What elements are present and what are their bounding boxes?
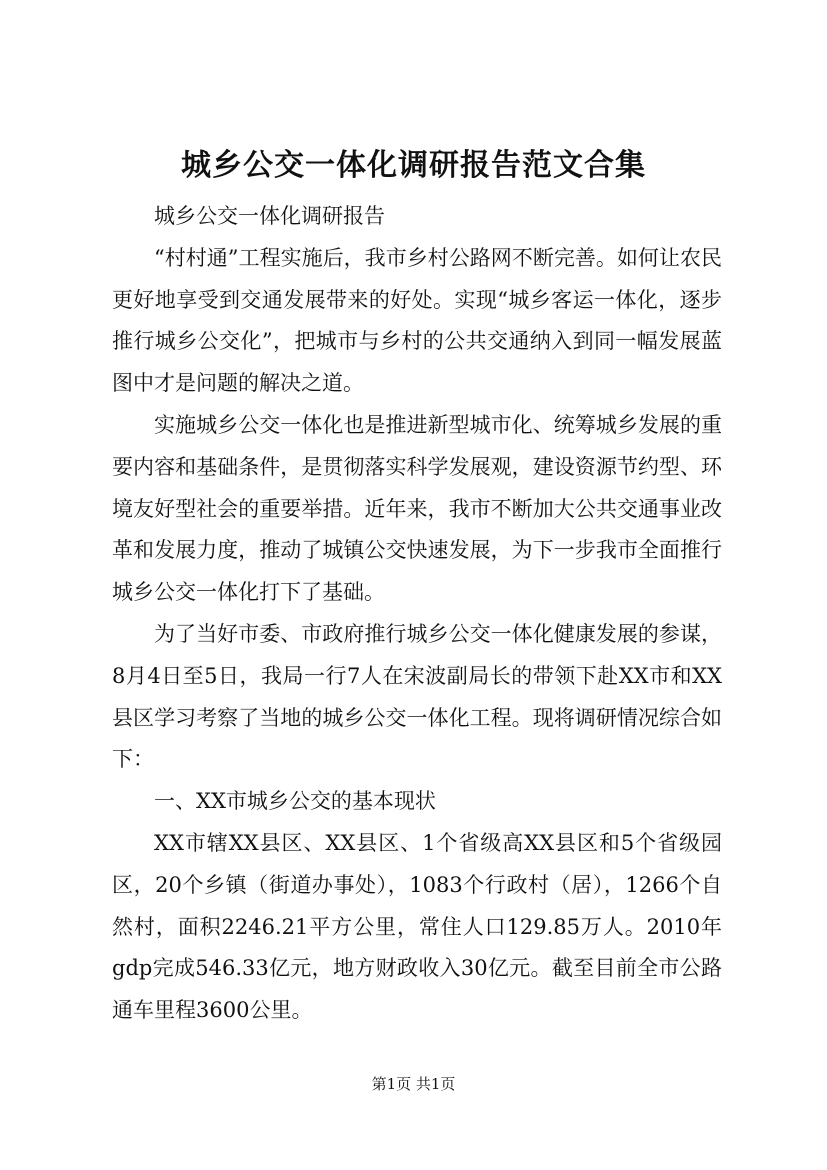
paragraph-status: XX市辖XX县区、XX县区、1个省级高XX县区和5个省级园区，20个乡镇（街道办事处），1083个行政村（居），1266个自然村，面积2246.21平方公里，常住人口129.85万人。2010年gdp完成546.33亿元，地方财政收入30亿元。截至目前全市公路通车里程3600公里。 [112, 830, 722, 1023]
section-heading: 一、XX市城乡公交的基本现状 [154, 789, 436, 814]
report-subtitle: 城乡公交一体化调研报告 [154, 204, 385, 228]
paragraph-visit: 为了当好市委、市政府推行城乡公交一体化健康发展的参谋，8月4日至5日，我局一行7人在宋波副局长的带领下赴XX市和XX县区学习考察了当地的城乡公交一体化工程。现将调研情况综合如下： [112, 621, 722, 772]
page-footer: 第1页 共1页 [371, 1075, 456, 1093]
document-title: 城乡公交一体化调研报告范文合集 [181, 148, 646, 183]
paragraph-intro: “村村通”工程实施后，我市乡村公路网不断完善。如何让农民更好地享受到交通发展带来的好处。实现“城乡客运一体化，逐步推行城乡公交化”，把城市与乡村的公共交通纳入到同一幅发展蓝图中才是问题的解决之道。 [112, 245, 722, 396]
document-body [112, 196, 722, 1032]
paragraph-significance: 实施城乡公交一体化也是推进新型城市化、统筹城乡发展的重要内容和基础条件，是贯彻落实科学发展观，建设资源节约型、环境友好型社会的重要举措。近年来，我市不断加大公共交通事业改革和发展力度，推动了城镇公交快速发展，为下一步我市全面推行城乡公交一体化打下了基础。 [112, 412, 722, 605]
